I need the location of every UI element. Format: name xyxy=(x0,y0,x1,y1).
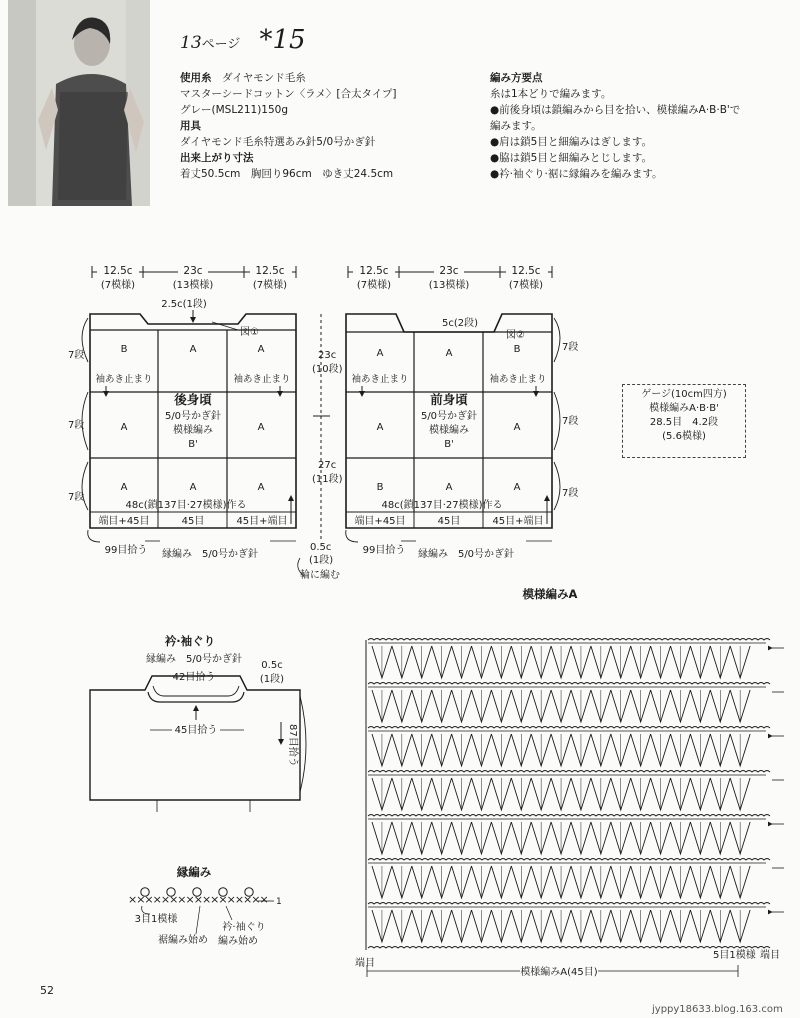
back-cell: A xyxy=(257,422,265,433)
front-fig-ref: 図② xyxy=(506,330,525,341)
pattern-a-row xyxy=(368,727,784,767)
points-line: ●前後身頃は鎖編みから目を拾い、模様編みA·B·B'で xyxy=(490,104,741,116)
collar-edge-sub: (1段) xyxy=(259,674,285,685)
back-armhole-left: 袖あき止まり xyxy=(95,374,153,385)
tools-heading: 用具 xyxy=(180,120,201,132)
collar-title: 衿·袖ぐり xyxy=(164,634,216,648)
front-rows-mid: 7段 xyxy=(562,416,579,427)
points-line: 編みます。 xyxy=(490,120,542,132)
collar-bottom-pick: 45目拾う xyxy=(174,725,218,736)
edging-row-number: 1 xyxy=(276,897,282,907)
back-hook: 5/0号かぎ針 xyxy=(164,411,222,422)
front-pattern-b: B' xyxy=(444,439,454,450)
back-bottom-right: 45目+端目 xyxy=(236,516,288,527)
back-cell: A xyxy=(120,422,128,433)
back-cell: A xyxy=(189,482,197,493)
pattern-a-chart xyxy=(355,587,784,978)
pattern-a-row xyxy=(368,859,784,899)
back-armhole-right: 袖あき止まり xyxy=(233,374,291,385)
back-rows-mid: 7段 xyxy=(68,420,85,431)
front-neck-label: 5c(2段) xyxy=(441,318,479,329)
yarn-color: グレー(MSL211)150g xyxy=(180,104,289,116)
back-rows-bottom: 7段 xyxy=(68,492,85,503)
lower-height-sub: (11段) xyxy=(312,474,343,485)
back-fig-ref: 図① xyxy=(240,327,259,338)
finished-sizes: 着丈50.5cm 胸回り96cm ゆき丈24.5cm xyxy=(180,168,394,180)
watermark: jyppy18633.blog.163.com xyxy=(652,1004,783,1015)
front-hook: 5/0号かぎ針 xyxy=(420,411,478,422)
back-width-left-sub: (7模様) xyxy=(100,280,136,291)
yarn-heading: 使用糸 xyxy=(180,72,212,84)
front-width-right-sub: (7模様) xyxy=(508,280,544,291)
page-reference: 13ページ xyxy=(180,33,241,53)
front-cell: A xyxy=(445,482,453,493)
front-cell: A xyxy=(376,348,384,359)
back-cell: A xyxy=(189,344,197,355)
edging-repeat: 3目1模様 xyxy=(134,914,178,925)
back-neck-label: 2.5c(1段) xyxy=(161,299,207,310)
edge-height: 0.5c xyxy=(310,542,332,553)
upper-height-sub: (10段) xyxy=(312,364,343,375)
gauge-line: (5.6模様) xyxy=(662,431,706,442)
front-pickup: 99目拾う xyxy=(362,545,406,556)
front-width-center-sub: (13模様) xyxy=(428,280,470,291)
front-cell: A xyxy=(376,422,384,433)
collar-diagram xyxy=(90,634,306,812)
back-rows-top: 7段 xyxy=(68,350,85,361)
lower-height: 27c xyxy=(318,460,337,471)
points-line: ●肩は鎖5目と細編みはぎします。 xyxy=(490,136,653,148)
upper-height: 23c xyxy=(318,350,337,361)
pattern-a-row xyxy=(368,771,784,811)
knit-in-round: 輪に編む xyxy=(300,570,340,581)
gauge-line: 模様編みA·B·B' xyxy=(649,403,719,414)
points-line: 糸は1本どりで編みます。 xyxy=(490,88,612,100)
back-title: 後身頃 xyxy=(174,392,212,407)
back-border: 縁編み 5/0号かぎ針 xyxy=(161,549,259,560)
back-cell: A xyxy=(257,482,265,493)
edging-neck-start-2: 編み始め xyxy=(218,936,258,947)
pattern-number: *15 xyxy=(259,25,306,55)
front-cell: A xyxy=(513,422,521,433)
back-width-right: 12.5c xyxy=(255,265,285,277)
edging-hem-start: 裾編み始め xyxy=(158,935,208,946)
pattern-a-row xyxy=(368,815,784,855)
front-title: 前身頃 xyxy=(430,392,468,407)
back-body-diagram xyxy=(68,264,296,560)
center-dimensions xyxy=(298,314,343,581)
back-width-left: 12.5c xyxy=(103,265,133,277)
front-bottom-right: 45目+端目 xyxy=(492,516,544,527)
collar-side-pick: 87目拾う xyxy=(287,724,298,767)
yarn-brand: ダイヤモンド毛糸 xyxy=(222,72,306,84)
back-cell: A xyxy=(257,344,265,355)
back-bottom-left: 端目+45目 xyxy=(98,516,150,527)
edging-title: 縁編み xyxy=(176,865,212,879)
front-bottom-left: 端目+45目 xyxy=(354,516,406,527)
points-line: ●脇は鎖5目と細編みとじします。 xyxy=(490,152,653,164)
front-width-right: 12.5c xyxy=(511,265,541,277)
front-width-left-sub: (7模様) xyxy=(356,280,392,291)
page-number: 52 xyxy=(40,984,54,997)
front-width-center: 23c xyxy=(439,265,459,277)
pattern-a-foundation-chain xyxy=(368,947,770,949)
front-cell: A xyxy=(445,348,453,359)
front-cell: A xyxy=(513,482,521,493)
back-pattern: 模様編み xyxy=(173,425,213,436)
collar-sub: 縁編み 5/0号かぎ針 xyxy=(145,654,243,665)
front-cell: B xyxy=(513,344,521,355)
back-cell: A xyxy=(120,482,128,493)
back-width-right-sub: (7模様) xyxy=(252,280,288,291)
pattern-a-row xyxy=(368,639,784,679)
back-pattern-b: B' xyxy=(188,439,198,450)
back-foundation: 48c(鎖137目·27模様)作る xyxy=(125,500,247,511)
edge-height-sub: (1段) xyxy=(309,555,334,566)
size-heading: 出来上がり寸法 xyxy=(180,152,254,164)
yarn-name: マスターシードコットン〈ラメ〉[合太タイプ] xyxy=(180,88,397,100)
back-bottom-mid: 45目 xyxy=(181,516,205,527)
front-border: 縁編み 5/0号かぎ針 xyxy=(417,549,515,560)
front-rows-bottom: 7段 xyxy=(562,488,579,499)
edging-neck-start: 衿·袖ぐり xyxy=(222,922,266,933)
pattern-a-title: 模様編みA xyxy=(522,587,578,601)
gauge-line: ゲージ(10cm四方) xyxy=(641,389,727,400)
pattern-a-repeat: 5目1模様 xyxy=(713,950,756,961)
pattern-a-edge-right: 端目 xyxy=(760,950,780,961)
pattern-a-row xyxy=(368,903,784,943)
front-rows-top: 7段 xyxy=(562,342,579,353)
front-pattern: 模様編み xyxy=(429,425,469,436)
gauge-line: 28.5目 4.2段 xyxy=(649,417,719,428)
back-width-center: 23c xyxy=(183,265,203,277)
front-armhole-right: 袖あき止まり xyxy=(489,374,547,385)
edging-stitch-row: ××××××××××××××××× xyxy=(128,893,268,906)
points-heading: 編み方要点 xyxy=(490,72,543,84)
front-width-left: 12.5c xyxy=(359,265,389,277)
hook-spec: ダイヤモンド毛糸特選あみ針5/0号かぎ針 xyxy=(180,136,376,148)
front-foundation: 48c(鎖137目·27模様)作る xyxy=(381,500,503,511)
front-armhole-left: 袖あき止まり xyxy=(351,374,409,385)
front-bottom-mid: 45目 xyxy=(437,516,461,527)
collar-neck-pick: 42目拾う xyxy=(172,672,216,683)
back-pickup: 99目拾う xyxy=(104,545,148,556)
back-width-center-sub: (13模様) xyxy=(172,280,214,291)
pattern-a-row xyxy=(368,683,784,723)
points-line: ●衿·袖ぐり·裾に縁編みを編みます。 xyxy=(490,168,663,180)
back-cell: B xyxy=(120,344,128,355)
pattern-a-width: 模様編みA(45目) xyxy=(520,967,598,978)
collar-edge: 0.5c xyxy=(261,660,283,671)
front-cell: B xyxy=(376,482,384,493)
pattern-a-edge-left: 端目 xyxy=(355,958,375,969)
edging-chart xyxy=(128,865,282,947)
front-body-diagram xyxy=(346,264,579,560)
